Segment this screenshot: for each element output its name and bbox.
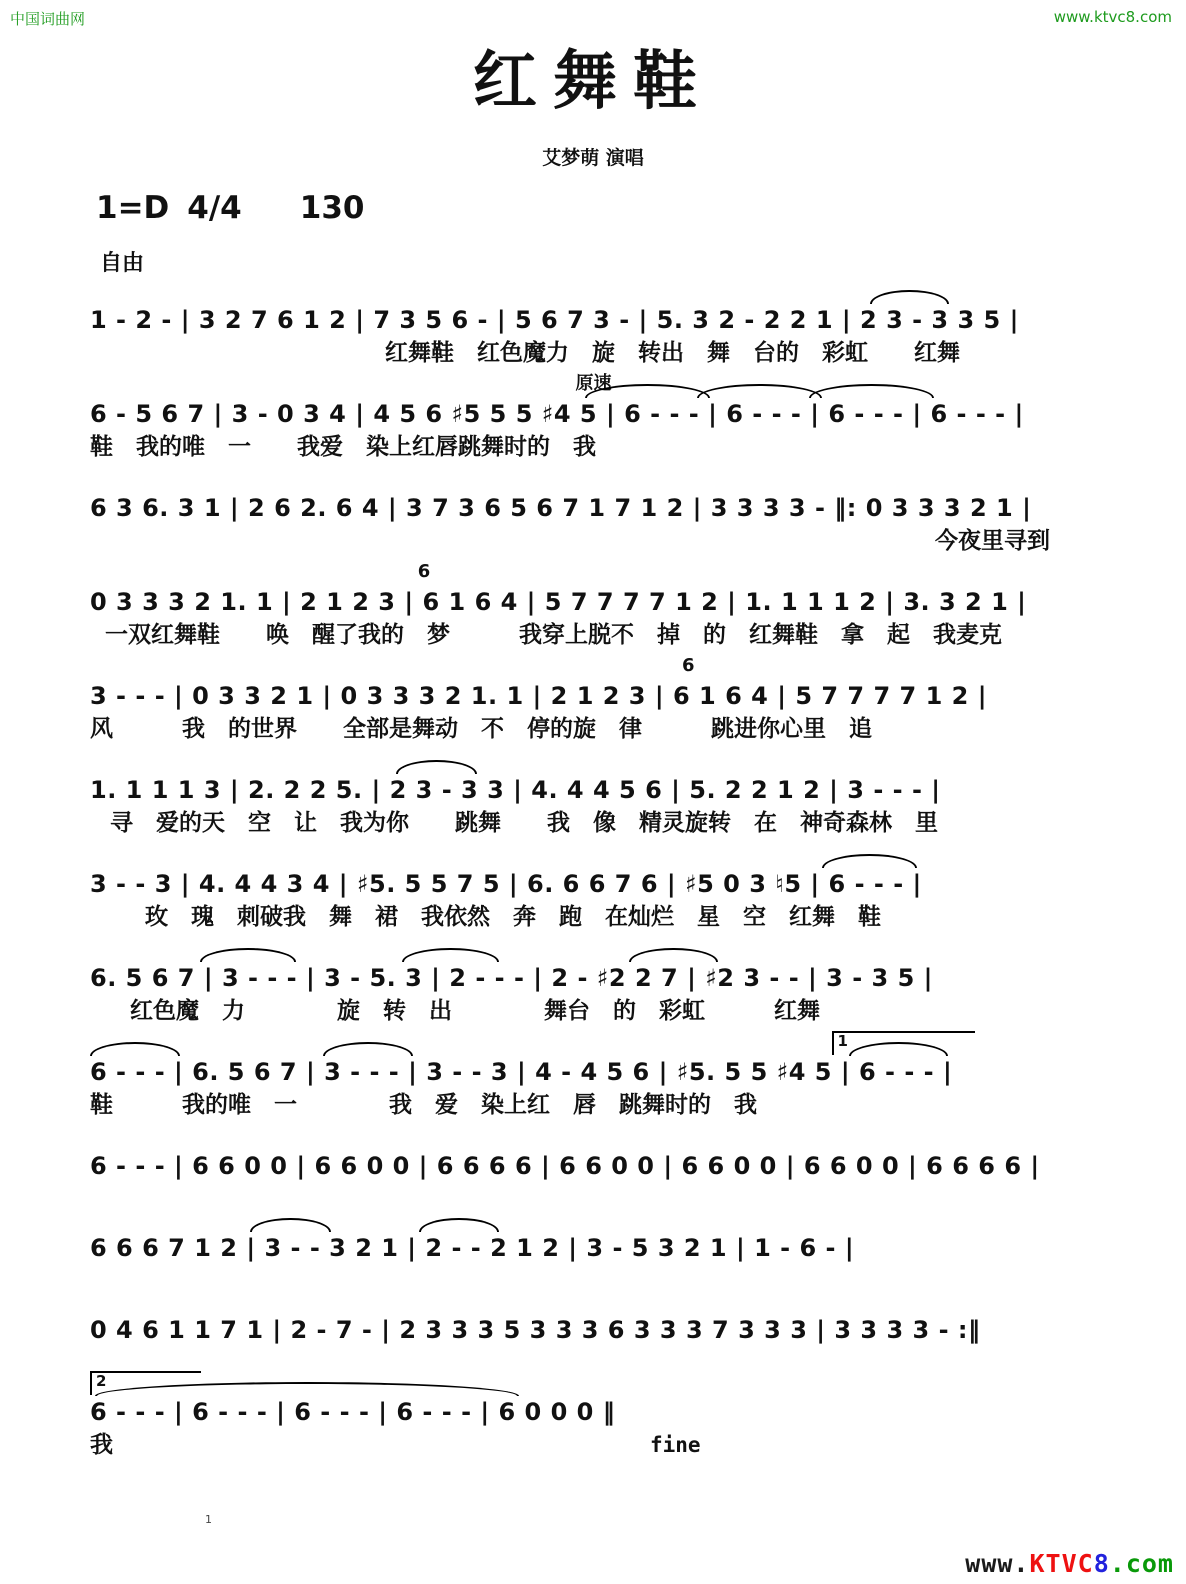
score-line-11 <box>90 1209 1116 1265</box>
notes-text: 3 - - - | 0 3 3 2 1 | 0 3 3 3 2 1. 1 | 2 1 2 3 | 6 1 6 4 | 5 7 7 7 7 1 2 | <box>90 682 987 710</box>
tempo-annotation: 6 <box>681 655 695 676</box>
slur-arc <box>402 948 499 962</box>
key-signature: 1=D <box>96 190 170 226</box>
slur-arc <box>697 384 822 398</box>
volta-bracket: 1 <box>832 1031 976 1055</box>
score-lines <box>0 277 1186 1461</box>
lyrics-text: 鞋 我的唯 一 我 爱 染上红 唇 跳舞时的 我 <box>90 1092 757 1118</box>
notes-text: 6 - - - | 6 6 0 0 | 6 6 0 0 | 6 6 6 6 | 6 6 0 0 | 6 6 0 0 | 6 6 0 0 | 6 6 6 6 | <box>90 1152 1040 1180</box>
notation-measures <box>90 657 987 713</box>
watermark-segment: .com <box>1109 1549 1174 1578</box>
performer-credit: 艾梦萌 演唱 <box>542 147 644 169</box>
notes-text: 6 - 5 6 7 | 3 - 0 3 4 | 4 5 6 ♯5 5 5 ♯4 5 | 6 - - - | 6 - - - | 6 - - - | 6 - - - | <box>90 400 1024 428</box>
notation-measures <box>90 939 933 995</box>
slur-arc <box>90 1042 180 1056</box>
watermark-segment: www. <box>965 1549 1030 1578</box>
score-line-7 <box>90 845 1116 933</box>
lyrics-text: 红色魔 力 旋 转 出 舞台 的 彩虹 红舞 <box>130 998 820 1024</box>
watermark-segment: 8 <box>1093 1549 1110 1578</box>
notes-text: 6 - - - | 6. 5 6 7 | 3 - - - | 3 - - 3 | 4 - 4 5 6 | ♯5. 5 5 ♯4 5 | 6 - - - | <box>90 1058 953 1086</box>
lyrics-text: 寻 爱的天 空 让 我为你 跳舞 我 像 精灵旋转 在 神奇森林 里 <box>110 810 938 836</box>
lyrics-text: 我 <box>90 1432 113 1458</box>
slur-arc <box>250 1218 330 1232</box>
slur-arc <box>870 290 948 304</box>
score-line-8 <box>90 939 1116 1027</box>
slur-arc <box>396 760 477 774</box>
notation-measures <box>90 1373 615 1429</box>
slur-arc <box>323 1042 413 1056</box>
slur-arc <box>419 1218 499 1232</box>
notation-measures <box>90 1291 981 1347</box>
lyrics-text: 风 我 的世界 全部是舞动 不 停的旋 律 跳进你心里 追 <box>90 716 872 742</box>
score-line-10 <box>90 1127 1116 1183</box>
score-line-3 <box>90 469 1116 557</box>
slur-arc <box>200 948 297 962</box>
score-line-9 <box>90 1033 1116 1121</box>
notes-text: 6. 5 6 7 | 3 - - - | 3 - 5. 3 | 2 - - - | 2 - ♯2 2 7 | ♯2 3 - - | 3 - 3 5 | <box>90 964 933 992</box>
notes-text: 3 - - 3 | 4. 4 4 3 4 | ♯5. 5 5 7 5 | 6. 6 6 7 6 | ♯5 0 3 ♮5 | 6 - - - | <box>90 870 922 898</box>
free-tempo-marking: 自由 <box>100 251 145 276</box>
notation-measures <box>90 281 1019 337</box>
volta-bracket: 2 <box>90 1371 201 1395</box>
notation-measures <box>90 1033 952 1089</box>
notation-measures <box>90 751 941 807</box>
site-header <box>0 0 1186 29</box>
notes-text: 1 - 2 - | 3 2 7 6 1 2 | 7 3 5 6 - | 5 6 7 3 - | 5. 3 2 - 2 2 1 | 2 3 - 3 3 5 | <box>90 306 1019 334</box>
notes-text: 0 4 6 1 1 7 1 | 2 - 7 - | 2 3 3 3 5 3 3 3 6 3 3 3 7 3 3 3 | 3 3 3 3 - :‖ <box>90 1316 981 1344</box>
score-line-2 <box>90 375 1116 463</box>
notation-measures <box>90 563 1026 619</box>
lyrics-text: 今夜里寻到 <box>935 528 1050 554</box>
slur-arc <box>822 854 917 868</box>
notes-text: 0 3 3 3 2 1. 1 | 2 1 2 3 | 6 1 6 4 | 5 7 7 7 7 1 2 | 1. 1 1 1 2 | 3. 3 2 1 | <box>90 588 1027 616</box>
score-line-13 <box>90 1373 1116 1461</box>
tempo-bpm: 130 <box>299 190 365 226</box>
lyrics-text: 红舞鞋 红色魔力 旋 转出 舞 台的 彩虹 红舞 <box>385 340 960 366</box>
notation-measures <box>90 845 922 901</box>
score-line-12 <box>90 1291 1116 1347</box>
notation-measures <box>90 469 1031 525</box>
notation-measures <box>90 1209 854 1265</box>
notation-measures <box>90 1127 1040 1183</box>
lyrics-text: 玫 瑰 刺破我 舞 裙 我依然 奔 跑 在灿烂 星 空 红舞 鞋 <box>145 904 881 930</box>
notes-text: 6 3 6. 3 1 | 2 6 2. 6 4 | 3 7 3 6 5 6 7 1 7 1 2 | 3 3 3 3 - ‖: 0 3 3 3 2 1 | <box>90 494 1032 522</box>
page-number: 1 <box>205 1513 212 1526</box>
watermark <box>965 1549 1174 1578</box>
slur-arc <box>629 948 717 962</box>
score-line-5 <box>90 657 1116 745</box>
notes-text: 6 - - - | 6 - - - | 6 - - - | 6 - - - | 6 0 0 0 ‖ <box>90 1398 616 1426</box>
notes-text: 6 6 6 7 1 2 | 3 - - 3 2 1 | 2 - - 2 1 2 | 3 - 5 3 2 1 | 1 - 6 - | <box>90 1234 855 1262</box>
time-signature: 4/4 <box>187 190 242 226</box>
notes-text: 1. 1 1 1 3 | 2. 2 2 5. | 2 3 - 3 3 | 4. 4 4 5 6 | 5. 2 2 1 2 | 3 - - - | <box>90 776 941 804</box>
lyrics-text: 一双红舞鞋 唤 醒了我的 梦 我穿上脱不 掉 的 红舞鞋 拿 起 我麦克 <box>105 622 1002 648</box>
fine-marking: fine <box>650 1433 701 1457</box>
slur-arc <box>809 384 934 398</box>
site-url-link[interactable]: www.ktvc8.com <box>1053 8 1172 26</box>
site-brand-link[interactable]: 中国词曲网 <box>10 10 86 28</box>
tempo-annotation: 6 <box>417 561 431 582</box>
tempo-annotation: 原速 <box>575 373 612 394</box>
notation-measures <box>90 375 1024 431</box>
score-line-1 <box>90 281 1116 369</box>
score-line-4 <box>90 563 1116 651</box>
song-title: 红舞鞋 <box>473 44 713 119</box>
key-tempo-line <box>96 190 1186 226</box>
watermark-segment: KTVC <box>1029 1549 1094 1578</box>
lyrics-text: 鞋 我的唯 一 我爱 染上红唇跳舞时的 我 <box>90 434 596 460</box>
score-line-6 <box>90 751 1116 839</box>
